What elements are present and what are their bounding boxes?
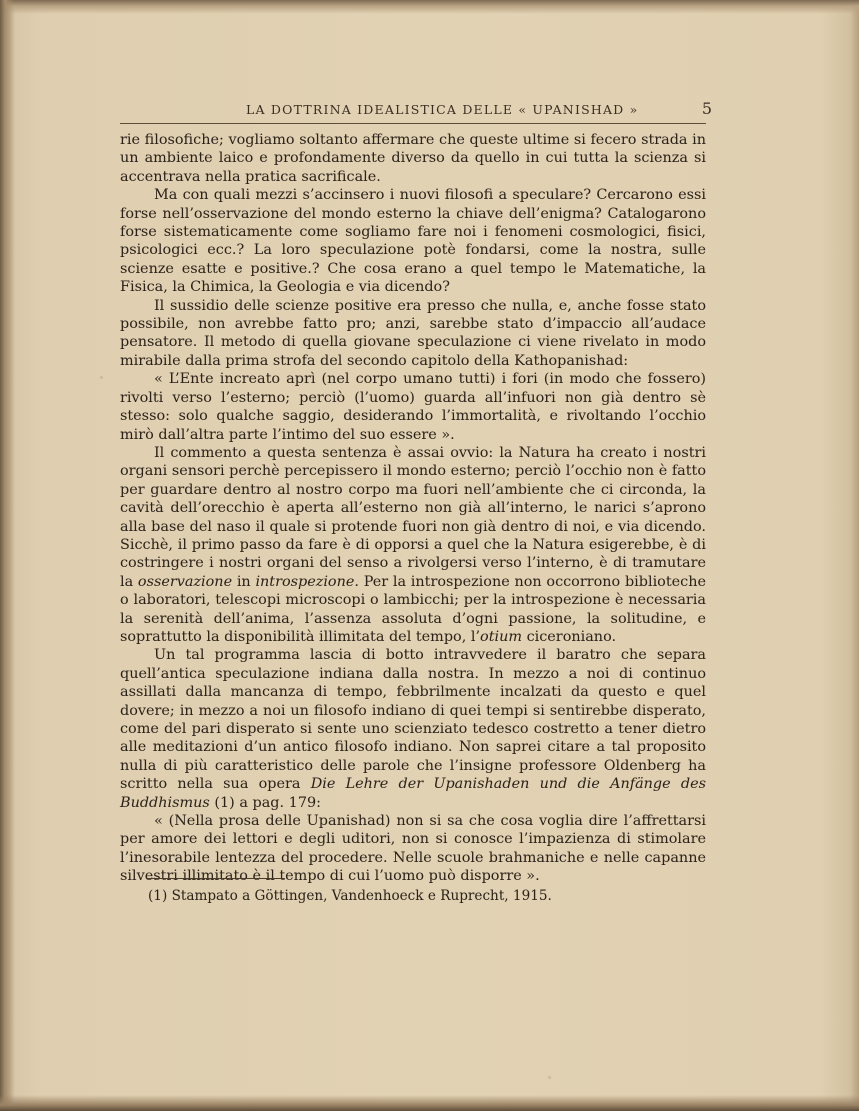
paragraph [120, 370, 706, 444]
text-run: Il sussidio delle scienze positive era presso che nulla, e, anche fosse stato possibile, non avrebbe fatto pro; anzi, sarebbe stato d’impaccio all’audace pensatore. Il metodo di quella giovane speculazione ci viene rivelato in modo mirabile dalla prima strofa del secondo capitolo della Kathopanishad: [120, 297, 706, 369]
text-run: Il commento a questa sentenza è assai ovvio: la Natura ha creato i nostri organi sensori perchè percepissero il mondo esterno; perciò l’occhio non è fatto per guardare dentro al nostro corpo ma fuori nell’ambiente che ci circonda, la cavità dell’orecchio è aperta all’esterno non già all’interno, le narici s’aprono alla base del naso il quale si protende fuori non già dentro di noi, e via dicendo. Sicchè, il primo passo da fare è di opporsi a quel che la Natura esigerebbe, è di costringere i nostri organi del senso a rivolgersi verso l’interno, è di tramutare la [120, 444, 706, 590]
page-left-edge [0, 0, 14, 1111]
text-run: Per la introspezione non occorrono biblioteche o laboratori, telescopi microscopi o lambicchi; per la introspezione è necessaria la serenità dell’anima, l’assenza assoluta d’ogni passione, la solitudine, e soprattutto la disponibilità illimitata del tempo, l’ [120, 573, 706, 645]
paragraph [120, 444, 706, 646]
footnote-rule [146, 878, 284, 879]
text-run: in [232, 573, 256, 590]
body-text [120, 131, 706, 886]
paper-speck [548, 1076, 551, 1079]
running-title: LA DOTTRINA IDEALISTICA DELLE « UPANISHAD » [246, 102, 639, 117]
italic-text: otium [480, 628, 522, 645]
italic-text: Die Lehre der Upanishaden und die Anfänge des Buddhismus [120, 776, 706, 811]
footnote: (1) Stampato a Göttingen, Vandenhoeck e Ruprecht, 1915. [148, 888, 552, 904]
page-bottom-edge [0, 1095, 859, 1111]
page-top-edge [0, 0, 859, 14]
header-rule [120, 123, 706, 124]
paper-speck [100, 376, 103, 379]
text-run: Un tal programma lascia di botto intravvedere il baratro che separa quell’antica speculazione indiana dalla nostra. In mezzo a noi di continuo assillati dalla mancanza di tempo, febbrilmente incalzati da questo e quel dovere; in mezzo a noi un filosofo indiano di quei tempi si sentirebbe disperato, come del pari disperato si sente uno scienziato tedesco costretto a tener dietro alle meditazioni d’un antico filosofo indiano. Non saprei citare a tal proposito nulla di più caratteristico delle parole che l’insigne professore Oldenberg ha scritto nella sua opera [120, 647, 706, 793]
italic-text: osservazione [137, 573, 233, 590]
text-run: « (Nella prosa delle Upanishad) non si sa che cosa voglia dire l’affrettarsi per amore dei lettori e degli uditori, non si conosce l’impazienza di stimolare l’inesorabile lentezza del procedere. Nelle scuole brahmaniche e nelle capanne silvestri illimitato è il tempo di cui l’uomo può disporre ». [120, 813, 706, 885]
text-run: Ma con quali mezzi s’accinsero i nuovi filosofi a speculare? Cercarono essi forse nell’osservazione del mondo esterno la chiave dell’enigma? Catalogarono forse sistematicamente come sogliamo fare noi i fenomeni cosmologici, fisici, psicologici ecc.? La loro speculazione potè fondarsi, come la nostra, sulle scienze esatte e positive.? Che cosa erano a quel tempo le Matematiche, la Fisica, la Chimica, la Geologia e via dicendo? [120, 187, 706, 296]
paragraph [120, 297, 706, 371]
paragraph [120, 812, 706, 886]
paragraph [120, 186, 706, 296]
text-run: ciceroniano. [522, 628, 617, 645]
text-run: « L’Ente increato aprì (nel corpo umano tutti) i fori (in modo che fossero) rivolti verso l’esterno; perciò (l’uomo) guarda all’infuori non già dentro sè stesso: solo qualche saggio, desiderando l’immortalità, e rivoltando l’occhio mirò dall’altra parte l’intimo del suo essere ». [120, 371, 706, 443]
paragraph [120, 646, 706, 812]
paragraph [120, 131, 706, 186]
running-header [246, 100, 712, 122]
text-run: (1) a pag. 179: [209, 794, 321, 811]
italic-text: introspezione. [255, 573, 359, 590]
page-number: 5 [701, 99, 712, 118]
text-run: rie filosofiche; vogliamo soltanto affermare che queste ultime si fecero strada in un ambiente laico e profondamente diverso da quello in cui tutta la scienza si accentrava nella pratica sacrificale. [120, 132, 706, 185]
